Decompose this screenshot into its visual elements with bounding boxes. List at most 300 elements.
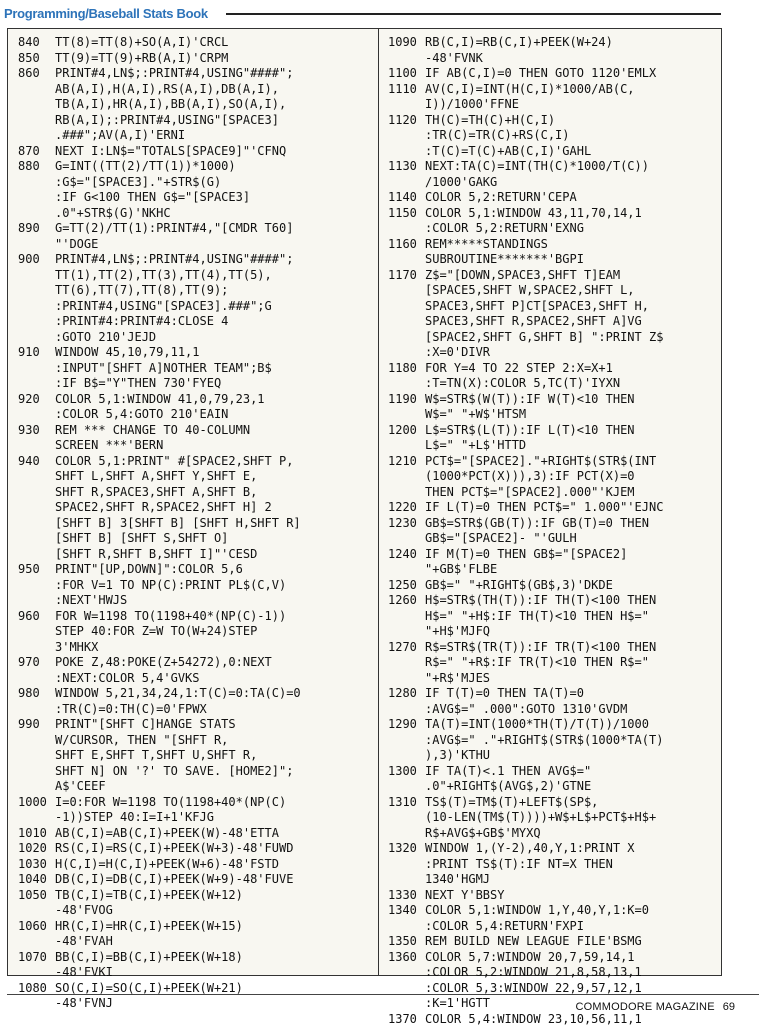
- code-line-continuation: [18, 640, 374, 656]
- code-text: PCT$="[SPACE2]."+RIGHT$(STR$(INT: [425, 454, 656, 470]
- code-line: [388, 686, 718, 702]
- line-number: [18, 82, 55, 98]
- code-line-continuation: [388, 299, 718, 315]
- code-text: .###";AV(A,I)'ERNI: [55, 128, 185, 144]
- code-line-continuation: [18, 996, 374, 1012]
- code-line: [18, 919, 374, 935]
- line-number: [18, 671, 55, 687]
- code-text: :AVG$=" .000":GOTO 1310'GVDM: [425, 702, 627, 718]
- code-line-continuation: [388, 965, 718, 981]
- code-line-continuation: [388, 810, 718, 826]
- code-line-continuation: [388, 51, 718, 67]
- line-number: 1280: [388, 686, 425, 702]
- code-line-continuation: [388, 857, 718, 873]
- line-number: 1020: [18, 841, 55, 857]
- line-number: 1010: [18, 826, 55, 842]
- code-text: IF L(T)=0 THEN PCT$=" 1.000"'EJNC: [425, 500, 663, 516]
- code-text: PRINT"[UP,DOWN]":COLOR 5,6: [55, 562, 243, 578]
- line-number: 1040: [18, 872, 55, 888]
- line-number: [388, 624, 425, 640]
- line-number: [388, 299, 425, 315]
- line-number: 920: [18, 392, 55, 408]
- line-number: [18, 175, 55, 191]
- code-line: [18, 826, 374, 842]
- line-number: 1050: [18, 888, 55, 904]
- line-number: 1080: [18, 981, 55, 997]
- code-text: FOR W=1198 TO(1198+40*(NP(C)-1)): [55, 609, 286, 625]
- code-line-continuation: [388, 330, 718, 346]
- code-text: I))/1000'FFNE: [425, 97, 519, 113]
- line-number: [18, 314, 55, 330]
- code-text: :PRINT#4,USING"[SPACE3].###";G: [55, 299, 272, 315]
- line-number: [18, 283, 55, 299]
- code-line: [18, 950, 374, 966]
- code-text: .0"+STR$(G)'NKHC: [55, 206, 171, 222]
- code-text: SO(C,I)=SO(C,I)+PEEK(W+21): [55, 981, 243, 997]
- line-number: 910: [18, 345, 55, 361]
- line-number: 1180: [388, 361, 425, 377]
- line-number: 1000: [18, 795, 55, 811]
- code-text: DB(C,I)=DB(C,I)+PEEK(W+9)-48'FUVE: [55, 872, 293, 888]
- code-line-continuation: [18, 764, 374, 780]
- line-number: [18, 996, 55, 1012]
- page-header: [0, 0, 761, 26]
- code-line-continuation: [18, 268, 374, 284]
- code-line-continuation: [388, 748, 718, 764]
- code-line: [18, 51, 374, 67]
- code-text: GB$=STR$(GB(T)):IF GB(T)=0 THEN: [425, 516, 649, 532]
- code-line-continuation: [18, 299, 374, 315]
- code-text: TT(1),TT(2),TT(3),TT(4),TT(5),: [55, 268, 272, 284]
- line-number: 1360: [388, 950, 425, 966]
- code-line-continuation: [18, 779, 374, 795]
- code-text: AB(A,I),H(A,I),RS(A,I),DB(A,I),: [55, 82, 279, 98]
- code-text: A$'CEEF: [55, 779, 106, 795]
- header-rule: [226, 13, 721, 15]
- line-number: [18, 469, 55, 485]
- code-text: :IF G<100 THEN G$="[SPACE3]: [55, 190, 250, 206]
- line-number: [18, 376, 55, 392]
- line-number: 850: [18, 51, 55, 67]
- line-number: [18, 407, 55, 423]
- code-text: [SPACE5,SHFT W,SPACE2,SHFT L,: [425, 283, 635, 299]
- code-text: :AVG$=" ."+RIGHT$(STR$(1000*TA(T): [425, 733, 663, 749]
- code-text: [SHFT B] 3[SHFT B] [SHFT H,SHFT R]: [55, 516, 301, 532]
- code-line: [18, 795, 374, 811]
- code-line-continuation: [388, 671, 718, 687]
- code-text: :IF B$="Y"THEN 730'FYEQ: [55, 376, 221, 392]
- code-text: RB(A,I);:PRINT#4,USING"[SPACE3]: [55, 113, 279, 129]
- program-listing-box: [7, 28, 722, 976]
- code-text: /1000'GAKG: [425, 175, 497, 191]
- code-text: [SPACE2,SHFT G,SHFT B] ":PRINT Z$: [425, 330, 663, 346]
- code-text: 3'MHKX: [55, 640, 98, 656]
- code-line-continuation: [18, 748, 374, 764]
- code-line-continuation: [388, 345, 718, 361]
- code-line: [388, 423, 718, 439]
- code-text: :G$="[SPACE3]."+STR$(G): [55, 175, 221, 191]
- code-text: :COLOR 5,2:RETURN'EXNG: [425, 221, 584, 237]
- code-text: TT(9)=TT(9)+RB(A,I)'CRPM: [55, 51, 228, 67]
- line-number: [388, 144, 425, 160]
- line-number: [18, 903, 55, 919]
- code-text: :PRINT TS$(T):IF NT=X THEN: [425, 857, 613, 873]
- line-number: 1140: [388, 190, 425, 206]
- code-line: [388, 82, 718, 98]
- line-number: [18, 965, 55, 981]
- line-number: [388, 97, 425, 113]
- code-text: GB$="[SPACE2]- "'GULH: [425, 531, 577, 547]
- code-line-continuation: [18, 624, 374, 640]
- code-text: TH(C)=TH(C)+H(C,I): [425, 113, 555, 129]
- code-text: :TR(C)=0:TH(C)=0'FPWX: [55, 702, 207, 718]
- code-line-continuation: [18, 206, 374, 222]
- line-number: 1290: [388, 717, 425, 733]
- line-number: [18, 934, 55, 950]
- code-text: COLOR 5,1:WINDOW 41,0,79,23,1: [55, 392, 265, 408]
- line-number: [18, 485, 55, 501]
- code-line: [18, 392, 374, 408]
- listing-column-right: [388, 35, 718, 1027]
- code-line-continuation: [388, 376, 718, 392]
- column-divider: [378, 29, 379, 975]
- line-number: 1150: [388, 206, 425, 222]
- code-text: -1))STEP 40:I=I+1'KFJG: [55, 810, 214, 826]
- code-text: NEXT I:LN$="TOTALS[SPACE9]"'CFNQ: [55, 144, 286, 160]
- code-line: [388, 159, 718, 175]
- code-text: I=0:FOR W=1198 TO(1198+40*(NP(C): [55, 795, 286, 811]
- line-number: 860: [18, 66, 55, 82]
- line-number: [388, 252, 425, 268]
- code-text: (10-LEN(TM$(T))))+W$+L$+PCT$+H$+: [425, 810, 656, 826]
- code-text: -48'FVKI: [55, 965, 113, 981]
- code-line-continuation: [18, 578, 374, 594]
- code-line-continuation: [18, 810, 374, 826]
- code-text: IF T(T)=0 THEN TA(T)=0: [425, 686, 584, 702]
- line-number: [18, 268, 55, 284]
- code-text: "+GB$'FLBE: [425, 562, 497, 578]
- code-line-continuation: [18, 547, 374, 563]
- code-text: REM BUILD NEW LEAGUE FILE'BSMG: [425, 934, 642, 950]
- code-text: :X=0'DIVR: [425, 345, 490, 361]
- line-number: [388, 826, 425, 842]
- code-text: NEXT:TA(C)=INT(TH(C)*1000/T(C)): [425, 159, 649, 175]
- code-text: TT(8)=TT(8)+SO(A,I)'CRCL: [55, 35, 228, 51]
- line-number: 1210: [388, 454, 425, 470]
- line-number: [18, 640, 55, 656]
- code-line: [388, 841, 718, 857]
- code-text: Z$="[DOWN,SPACE3,SHFT T]EAM: [425, 268, 620, 284]
- line-number: 1230: [388, 516, 425, 532]
- code-text: H$=STR$(TH(T)):IF TH(T)<100 THEN: [425, 593, 656, 609]
- line-number: [18, 330, 55, 346]
- code-text: WINDOW 5,21,34,24,1:T(C)=0:TA(C)=0: [55, 686, 301, 702]
- line-number: [388, 330, 425, 346]
- code-line: [388, 500, 718, 516]
- code-line: [388, 35, 718, 51]
- code-text: PRINT"[SHFT C]HANGE STATS: [55, 717, 236, 733]
- line-number: 940: [18, 454, 55, 470]
- line-number: 950: [18, 562, 55, 578]
- code-line: [18, 562, 374, 578]
- code-text: RB(C,I)=RB(C,I)+PEEK(W+24): [425, 35, 613, 51]
- code-text: GB$=" "+RIGHT$(GB$,3)'DKDE: [425, 578, 613, 594]
- code-text: H(C,I)=H(C,I)+PEEK(W+6)-48'FSTD: [55, 857, 279, 873]
- code-line-continuation: [388, 609, 718, 625]
- code-line-continuation: [388, 469, 718, 485]
- code-line: [18, 872, 374, 888]
- code-line: [18, 221, 374, 237]
- line-number: 1260: [388, 593, 425, 609]
- code-line-continuation: [18, 469, 374, 485]
- code-text: SUBROUTINE*******'BGPI: [425, 252, 584, 268]
- line-number: 1340: [388, 903, 425, 919]
- code-text: AB(C,I)=AB(C,I)+PEEK(W)-48'ETTA: [55, 826, 279, 842]
- code-text: COLOR 5,2:RETURN'CEPA: [425, 190, 577, 206]
- code-line: [388, 516, 718, 532]
- code-text: SPACE3,SHFT R,SPACE2,SHFT A]VG: [425, 314, 642, 330]
- code-text: FOR Y=4 TO 22 STEP 2:X=X+1: [425, 361, 613, 377]
- line-number: [388, 314, 425, 330]
- line-number: [18, 578, 55, 594]
- line-number: [18, 438, 55, 454]
- line-number: [388, 128, 425, 144]
- code-line-continuation: [388, 655, 718, 671]
- line-number: [18, 97, 55, 113]
- code-line: [388, 640, 718, 656]
- code-line-continuation: [388, 531, 718, 547]
- code-line: [18, 35, 374, 51]
- code-text: "+H$'MJFQ: [425, 624, 490, 640]
- code-text: :K=1'HGTT: [425, 996, 490, 1012]
- line-number: [388, 857, 425, 873]
- line-number: 840: [18, 35, 55, 51]
- line-number: [388, 996, 425, 1012]
- code-line: [18, 609, 374, 625]
- code-line-continuation: [388, 283, 718, 299]
- code-text: SHFT E,SHFT T,SHFT U,SHFT R,: [55, 748, 257, 764]
- code-text: G=INT((TT(2)/TT(1))*1000): [55, 159, 236, 175]
- code-line: [388, 237, 718, 253]
- code-line: [388, 934, 718, 950]
- section-title: Programming/Baseball Stats Book: [4, 6, 208, 21]
- line-number: [18, 206, 55, 222]
- code-text: SPACE3,SHFT P]CT[SPACE3,SHFT H,: [425, 299, 649, 315]
- code-line-continuation: [388, 872, 718, 888]
- code-line-continuation: [18, 283, 374, 299]
- line-number: 960: [18, 609, 55, 625]
- line-number: [18, 190, 55, 206]
- line-number: [388, 733, 425, 749]
- line-number: 1310: [388, 795, 425, 811]
- line-number: 1060: [18, 919, 55, 935]
- code-line-continuation: [18, 314, 374, 330]
- code-text: W/CURSOR, THEN "[SHFT R,: [55, 733, 228, 749]
- code-text: REM*****STANDINGS: [425, 237, 548, 253]
- code-text: "+R$'MJES: [425, 671, 490, 687]
- code-text: H$=" "+H$:IF TH(T)<10 THEN H$=": [425, 609, 649, 625]
- code-line-continuation: [18, 485, 374, 501]
- code-text: :FOR V=1 TO NP(C):PRINT PL$(C,V): [55, 578, 286, 594]
- code-text: NEXT Y'BBSY: [425, 888, 504, 904]
- code-text: :TR(C)=TR(C)+RS(C,I): [425, 128, 570, 144]
- code-text: (1000*PCT(X))),3):IF PCT(X)=0: [425, 469, 635, 485]
- code-line: [18, 841, 374, 857]
- line-number: [388, 531, 425, 547]
- code-text: -48'FVOG: [55, 903, 113, 919]
- code-line: [18, 717, 374, 733]
- code-line: [388, 593, 718, 609]
- code-text: -48'FVNJ: [55, 996, 113, 1012]
- line-number: [388, 609, 425, 625]
- code-line: [18, 159, 374, 175]
- code-text: [SHFT R,SHFT B,SHFT I]"'CESD: [55, 547, 257, 563]
- code-text: :NEXT:COLOR 5,4'GVKS: [55, 671, 200, 687]
- code-line: [388, 66, 718, 82]
- code-text: PRINT#4,LN$;:PRINT#4,USING"####";: [55, 252, 293, 268]
- line-number: 870: [18, 144, 55, 160]
- code-line: [388, 578, 718, 594]
- line-number: 1090: [388, 35, 425, 51]
- line-number: 1030: [18, 857, 55, 873]
- publication-name: COMMODORE MAGAZINE: [575, 1001, 714, 1013]
- code-line: [388, 268, 718, 284]
- code-line: [18, 345, 374, 361]
- code-text: BB(C,I)=BB(C,I)+PEEK(W+18): [55, 950, 243, 966]
- code-text: [SHFT B] [SHFT S,SHFT O]: [55, 531, 228, 547]
- line-number: [388, 872, 425, 888]
- code-line: [388, 903, 718, 919]
- line-number: 900: [18, 252, 55, 268]
- line-number: [18, 500, 55, 516]
- line-number: 1220: [388, 500, 425, 516]
- code-line-continuation: [388, 221, 718, 237]
- code-line: [18, 888, 374, 904]
- line-number: [388, 438, 425, 454]
- code-line-continuation: [388, 624, 718, 640]
- code-line-continuation: [18, 500, 374, 516]
- code-line: [388, 717, 718, 733]
- line-number: 1200: [388, 423, 425, 439]
- code-text: :T(C)=T(C)+AB(C,I)'GAHL: [425, 144, 591, 160]
- code-line: [388, 190, 718, 206]
- page-number: 69: [723, 1001, 735, 1013]
- line-number: [18, 113, 55, 129]
- code-line: [388, 454, 718, 470]
- line-number: 1300: [388, 764, 425, 780]
- code-line-continuation: [388, 252, 718, 268]
- code-text: SPACE2,SHFT R,SPACE2,SHFT H] 2: [55, 500, 272, 516]
- code-text: :COLOR 5,3:WINDOW 22,9,57,12,1: [425, 981, 642, 997]
- code-text: TS$(T)=TM$(T)+LEFT$(SP$,: [425, 795, 598, 811]
- line-number: [18, 128, 55, 144]
- line-number: [18, 779, 55, 795]
- code-text: WINDOW 1,(Y-2),40,Y,1:PRINT X: [425, 841, 635, 857]
- code-text: IF AB(C,I)=0 THEN GOTO 1120'EMLX: [425, 66, 656, 82]
- code-line-continuation: [18, 361, 374, 377]
- code-line: [388, 950, 718, 966]
- line-number: [18, 810, 55, 826]
- code-line-continuation: [18, 97, 374, 113]
- code-line-continuation: [388, 485, 718, 501]
- code-text: IF TA(T)<.1 THEN AVG$=": [425, 764, 591, 780]
- code-text: IF M(T)=0 THEN GB$="[SPACE2]: [425, 547, 627, 563]
- code-line-continuation: [18, 237, 374, 253]
- code-text: G=TT(2)/TT(1):PRINT#4,"[CMDR T60]: [55, 221, 293, 237]
- code-line: [18, 655, 374, 671]
- code-line-continuation: [388, 919, 718, 935]
- line-number: 990: [18, 717, 55, 733]
- code-text: :COLOR 5,2:WINDOW 21,8,58,13,1: [425, 965, 642, 981]
- line-number: [388, 283, 425, 299]
- code-line-continuation: [18, 516, 374, 532]
- code-text: PRINT#4,LN$;:PRINT#4,USING"####";: [55, 66, 293, 82]
- line-number: [18, 764, 55, 780]
- line-number: [18, 733, 55, 749]
- code-line: [18, 686, 374, 702]
- code-text: TT(6),TT(7),TT(8),TT(9);: [55, 283, 228, 299]
- line-number: [18, 299, 55, 315]
- footer-rule: [7, 994, 759, 995]
- code-line-continuation: [388, 702, 718, 718]
- line-number: 1100: [388, 66, 425, 82]
- code-line-continuation: [18, 190, 374, 206]
- code-text: L$=" "+L$'HTTD: [425, 438, 526, 454]
- line-number: 1320: [388, 841, 425, 857]
- code-line-continuation: [18, 702, 374, 718]
- code-line: [388, 888, 718, 904]
- line-number: [388, 469, 425, 485]
- code-line-continuation: [18, 593, 374, 609]
- code-line: [18, 423, 374, 439]
- code-line-continuation: [18, 965, 374, 981]
- code-line-continuation: [388, 314, 718, 330]
- line-number: [18, 593, 55, 609]
- line-number: 1370: [388, 1012, 425, 1027]
- line-number: 1270: [388, 640, 425, 656]
- line-number: 1330: [388, 888, 425, 904]
- code-text: W$=" "+W$'HTSM: [425, 407, 526, 423]
- line-number: [388, 345, 425, 361]
- line-number: 1160: [388, 237, 425, 253]
- code-line-continuation: [388, 128, 718, 144]
- code-text: .0"+RIGHT$(AVG$,2)'GTNE: [425, 779, 591, 795]
- code-line-continuation: [18, 531, 374, 547]
- line-number: 1250: [388, 578, 425, 594]
- code-line: [388, 361, 718, 377]
- code-text: COLOR 5,7:WINDOW 20,7,59,14,1: [425, 950, 635, 966]
- line-number: [18, 361, 55, 377]
- line-number: [18, 624, 55, 640]
- line-number: [18, 237, 55, 253]
- code-text: THEN PCT$="[SPACE2].000"'KJEM: [425, 485, 635, 501]
- code-line-continuation: [388, 438, 718, 454]
- code-line-continuation: [388, 826, 718, 842]
- code-line-continuation: [18, 934, 374, 950]
- code-line-continuation: [18, 903, 374, 919]
- code-text: STEP 40:FOR Z=W TO(W+24)STEP: [55, 624, 257, 640]
- code-text: R$=STR$(TR(T)):IF TR(T)<100 THEN: [425, 640, 656, 656]
- line-number: 880: [18, 159, 55, 175]
- code-text: :GOTO 210'JEJD: [55, 330, 156, 346]
- code-line: [18, 454, 374, 470]
- code-line: [18, 857, 374, 873]
- line-number: [388, 748, 425, 764]
- line-number: [388, 671, 425, 687]
- code-text: :COLOR 5,4:GOTO 210'EAIN: [55, 407, 228, 423]
- code-line: [388, 764, 718, 780]
- code-line-continuation: [18, 82, 374, 98]
